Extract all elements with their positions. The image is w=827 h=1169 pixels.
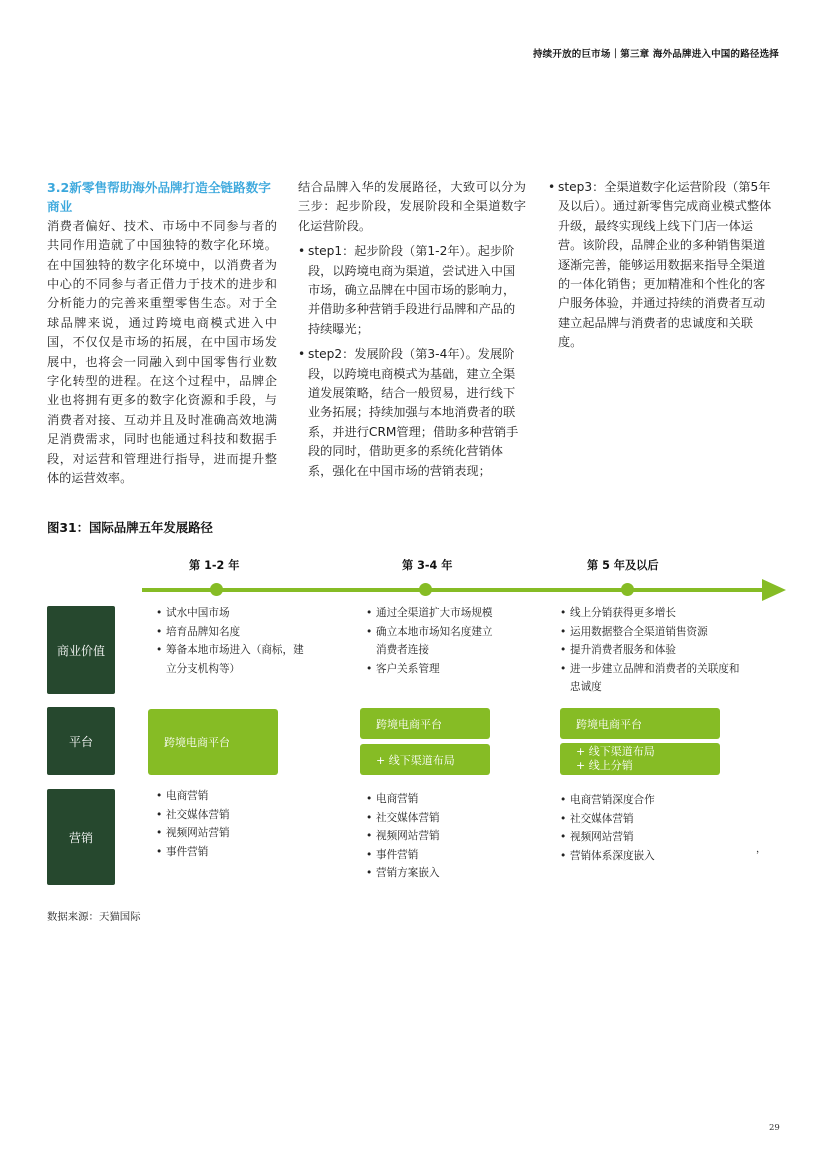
- stage-label-3: 第 5 年及以后: [587, 559, 659, 572]
- marketing-list-stage3: [560, 791, 730, 865]
- text-column-3: [548, 178, 776, 353]
- stray-mark: ，: [756, 844, 766, 855]
- step1-text: step1：起步阶段（第1-2年）。起步阶段，以跨境电商为渠道，尝试进入中国市场，确立品牌在中国市场的影响力，并借助多种营销手段进行品牌和产品的持续曝光；: [308, 244, 516, 336]
- bullet-icon: •: [298, 347, 306, 362]
- list-item: • 视频网站营销: [156, 827, 230, 840]
- step2-bullet: [298, 345, 526, 481]
- section-title: 3.2新零售帮助海外品牌打造全链路数字商业: [47, 180, 271, 215]
- timeline-dot-2: [419, 583, 432, 596]
- list-item: • 事件营销: [156, 845, 209, 858]
- list-item: • 视频网站营销: [366, 830, 440, 843]
- list-item: • 筹备本地市场进入（商标，建立分支机构等）: [156, 644, 304, 675]
- figure-title: 图31：国际品牌五年发展路径: [47, 520, 213, 535]
- step2-text: step2：发展阶段（第3-4年）。发展阶段，以跨境电商模式为基础，建立全渠道发展策略，结合一般贸易，进行线下业务拓展；持续加强与本地消费者的联系，并进行CRM管理；借助多种营销手段的同时，借助更多的系统化营销体系，强化在中国市场的营销表现；: [308, 347, 519, 478]
- list-item: • 客户关系管理: [366, 662, 440, 675]
- list-item: • 确立本地市场知名度建立消费者连接: [366, 625, 493, 657]
- bullet-icon: •: [548, 180, 556, 194]
- list-item: • 事件营销: [366, 848, 419, 861]
- marketing-list-stage1: [156, 787, 306, 861]
- timeline-line: [142, 588, 764, 592]
- platform-box-stage1: 跨境电商平台: [148, 709, 278, 775]
- list-item: • 电商营销: [366, 793, 419, 805]
- list-item: • 进一步建立品牌和消费者的关联度和忠诚度: [560, 662, 740, 694]
- platform-box-stage2-offline: + 线下渠道布局: [360, 744, 490, 775]
- list-item: • 运用数据整合全渠道销售资源: [560, 625, 708, 638]
- list-item: • 社交媒体营销: [156, 808, 230, 821]
- list-item: • 提升消费者服务和体验: [560, 644, 676, 657]
- platform-online-distribution: + 线上分销: [576, 759, 633, 772]
- step1-bullet: [298, 242, 526, 339]
- intro-paragraph: 结合品牌入华的发展路径，大致可以分为三步：起步阶段，发展阶段和全渠道数字化运营阶段。: [298, 180, 526, 233]
- timeline-dot-3: [621, 583, 634, 596]
- row-label-business-value: 商业价值: [47, 606, 115, 694]
- text-column-2: [298, 178, 526, 481]
- row-label-marketing: 营销: [47, 789, 115, 885]
- running-header: 持续开放的巨市场｜第三章 海外品牌进入中国的路径选择: [532, 49, 779, 60]
- list-item: • 营销体系深度嵌入: [560, 849, 655, 862]
- page-number: 29: [769, 1123, 780, 1133]
- list-item: • 电商营销: [156, 790, 209, 802]
- row-label-platform: 平台: [47, 707, 115, 775]
- business-value-list-stage2: [366, 604, 494, 678]
- step3-bullet: [548, 178, 776, 353]
- list-item: • 社交媒体营销: [366, 811, 440, 824]
- list-item: • 社交媒体营销: [560, 812, 634, 825]
- text-column-1: [47, 178, 277, 489]
- step3-text: step3：全渠道数字化运营阶段（第5年及以后）。通过新零售完成商业模式整体升级，最终实现线上线下门店一体运营。该阶段，品牌企业的多种销售渠道逐渐完善，能够运用数据来指导全渠道的一体化销售；更加精准和个性化的客户服务体验，并通过持续的消费者互动建立起品牌与消费者的忠诚度和关联度。: [558, 180, 772, 350]
- stage-label-1: 第 1-2 年: [189, 559, 240, 572]
- platform-box-stage3-additions: [560, 743, 720, 775]
- stage-label-2: 第 3-4 年: [402, 559, 453, 572]
- figure-source: 数据来源：天猫国际: [47, 911, 141, 923]
- marketing-list-stage2: [366, 790, 516, 883]
- list-item: • 通过全渠道扩大市场规模: [366, 607, 493, 619]
- list-item: • 电商营销深度合作: [560, 794, 655, 806]
- business-value-list-stage1: [156, 604, 306, 678]
- platform-box-stage2-main: 跨境电商平台: [360, 708, 490, 739]
- timeline-dot-1: [210, 583, 223, 596]
- list-item: • 营销方案嵌入: [366, 867, 440, 880]
- business-value-list-stage3: [560, 604, 740, 697]
- list-item: • 视频网站营销: [560, 831, 634, 844]
- list-item: • 培育品牌知名度: [156, 625, 241, 638]
- body-paragraph: 消费者偏好、技术、市场中不同参与者的共同作用造就了中国独特的数字化环境。在中国独特的数字化环境中，以消费者为中心的不同参与者正借力于技术的进步和分析能力的完善来重塑零售生态。对于全球品牌来说，通过跨境电商模式进入中国，不仅仅是市场的拓展，在中国市场发展中，也将会一同融入到中国零售行业数字化转型的进程。在这个过程中，品牌企业也将拥有更多的数字化资源和手段，与消费者对接、互动并且及时准确高效地满足消费需求，同时也能通过科技和数据手段，对运营和管理进行指导，进而提升整体的运营效率。: [47, 218, 277, 486]
- list-item: • 线上分销获得更多增长: [560, 607, 676, 619]
- timeline-arrow-icon: [762, 579, 786, 601]
- platform-box-stage3-main: 跨境电商平台: [560, 708, 720, 739]
- list-item: • 试水中国市场: [156, 607, 230, 619]
- bullet-icon: •: [298, 244, 306, 259]
- platform-offline-channel: + 线下渠道布局: [576, 745, 655, 758]
